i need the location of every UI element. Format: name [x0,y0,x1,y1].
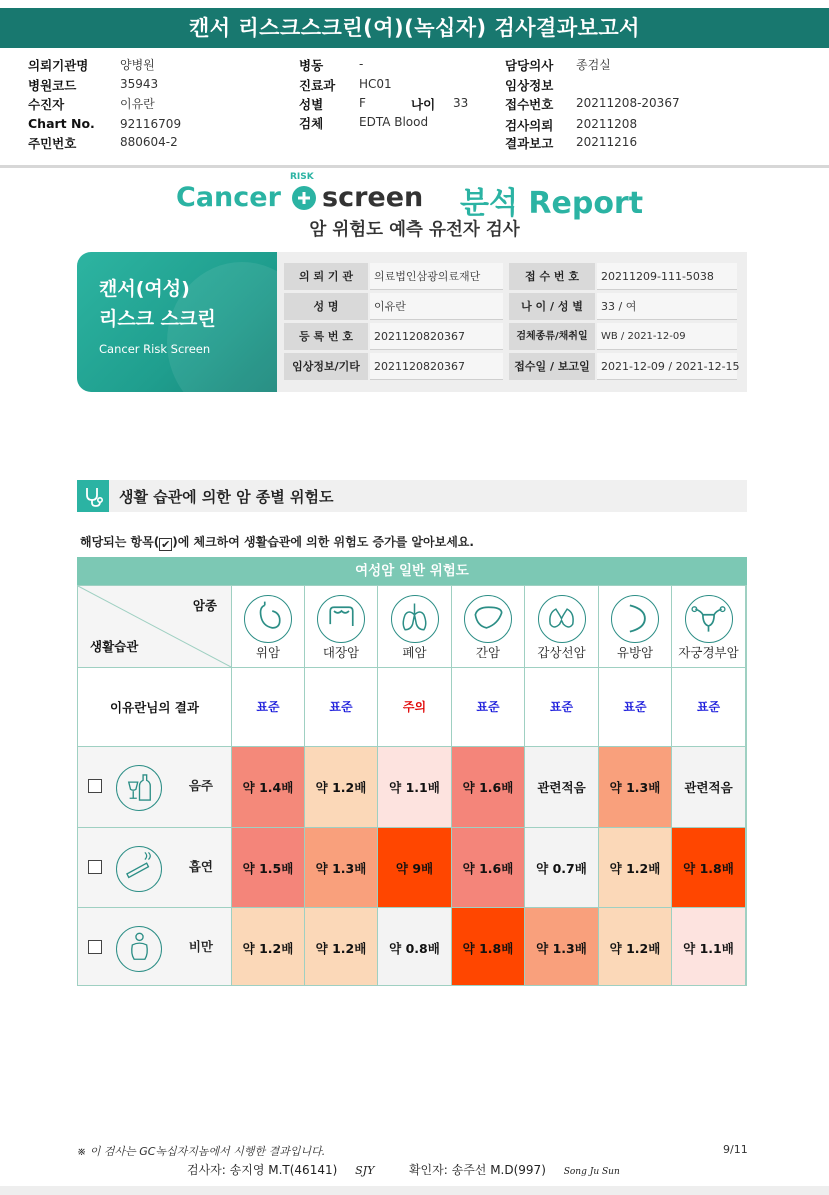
habit-checkbox[interactable] [88,860,102,874]
info-value: 2021-12-09 / 2021-12-15 [597,353,737,380]
risk-cell [232,908,305,986]
chart-no-value: 92116709 [120,117,182,131]
result-value: 표준 [256,700,280,714]
patient-label: 수진자 [28,97,65,112]
risk-value: 약 1.3배 [536,941,587,956]
instruction-text [80,533,474,551]
approver-label: 확인자: [408,1163,448,1177]
cancer-name: 자궁경부암 [678,645,739,660]
risk-table-title: 여성암 일반 위험도 [77,557,747,585]
lung-icon [391,595,439,643]
doctor-label: 담당의사 [505,58,554,73]
risk-value: 약 9배 [395,861,434,876]
footer-note: ※ 이 검사는 GC녹십자지놈에서 시행한 결과입니다. [77,1145,326,1158]
receipt-label: 접수번호 [505,97,554,112]
report-header [28,54,828,164]
result-value: 표준 [623,700,647,714]
ward-value: - [359,57,364,71]
result-cell [672,668,746,747]
risk-value: 약 1.1배 [389,780,440,795]
cancer-header-cell [305,586,378,668]
info-value: 20211209-111-5038 [597,263,737,290]
cancer-header-cell [452,586,525,668]
result-cell [232,668,305,747]
instruction-pre: 해당되는 항목( [80,535,160,549]
risk-table [77,585,747,986]
logo-risk-text: RISK [290,172,314,182]
info-label: 접 수 번 호 [509,263,595,290]
result-value: 표준 [696,700,721,714]
info-value: 2021120820367 [370,323,503,350]
risk-cell [452,908,525,986]
request-date-label: 검사의뢰 [505,118,554,133]
age-value: 33 [453,96,469,110]
risk-cell [672,747,746,828]
risk-cell [305,908,378,986]
stethoscope-icon [77,480,109,512]
uterus-icon [685,595,733,643]
risk-cell [599,908,672,986]
info-label: 성 명 [284,293,368,320]
risk-value: 약 1.6배 [462,861,514,876]
alcohol-icon [116,765,162,811]
info-value: WB / 2021-12-09 [597,323,737,350]
risk-cell [232,747,305,828]
risk-value: 약 0.8배 [389,941,440,956]
cancer-header-cell [525,586,599,668]
result-label: 이유란님의 결과 [110,700,199,715]
product-card [77,252,277,392]
risk-cell [305,828,378,908]
cancer-name: 유방암 [616,645,654,660]
obesity-icon [116,926,162,972]
result-value: 표준 [549,700,574,714]
risk-cell [378,828,452,908]
risk-value: 약 1.2배 [315,780,367,795]
risk-cell [525,908,599,986]
section-title: 생활 습관에 의한 암 종별 위험도 [119,488,334,506]
header-divider [0,165,829,168]
ward-label: 병동 [299,58,324,73]
info-value: 33 / 여 [597,293,737,320]
card-title-line2: 리스크 스크린 [99,308,216,330]
risk-cell [378,908,452,986]
habit-name: 음주 [188,778,213,793]
risk-cell [599,747,672,828]
sex-value: F [359,96,366,110]
inspector-name: 송지영 M.T(46141) [229,1163,338,1177]
habit-row-header [78,747,232,828]
report-date-value: 20211216 [576,135,638,149]
info-label: 임상정보/기타 [284,353,368,380]
risk-value: 약 1.3배 [609,780,661,795]
specimen-label: 검체 [299,116,324,131]
risk-cell [452,828,525,908]
instruction-post: )에 체크하여 생활습관에 의한 위험도 증가를 알아보세요. [172,535,474,549]
habit-checkbox[interactable] [88,940,102,954]
institution-value: 양병원 [120,58,155,72]
habit-row-header [78,908,232,986]
risk-value: 약 1.4배 [242,780,294,795]
info-value: 의료법인삼광의료재단 [370,263,503,290]
age-label: 나이 [411,97,436,112]
risk-cell [452,747,525,828]
clinical-label: 임상정보 [505,78,554,93]
risk-cell [525,828,599,908]
risk-cell [378,747,452,828]
risk-cell [672,828,746,908]
result-label-cell [78,668,232,747]
cancer-header-cell [672,586,746,668]
dept-label: 진료과 [299,78,336,93]
risk-value: 약 1.8배 [462,941,514,956]
risk-cell [305,747,378,828]
specimen-value: EDTA Blood [359,115,429,129]
approver-name: 송주선 M.D(997) [451,1163,546,1177]
receipt-value: 20211208-20367 [576,96,680,110]
approver-signature: Song Ju Sun [563,1167,620,1177]
page-number: 9/11 [723,1143,748,1156]
info-label: 나 이 / 성 별 [509,293,595,320]
habit-row-header [78,828,232,908]
info-label: 의 뢰 기 관 [284,263,368,290]
logo-mark-icon [290,184,318,212]
risk-value: 약 1.8배 [683,861,734,876]
doctor-value: 종검실 [576,58,611,72]
risk-value: 약 1.2배 [609,941,661,956]
stomach-icon [244,595,292,643]
info-label: 검체종류/채취일 [509,323,595,350]
request-date-value: 20211208 [576,117,638,131]
corner-bottom-label: 생활습관 [90,639,139,654]
cancer-header-cell [599,586,672,668]
patient-info-grid [277,252,747,392]
cancer-name: 갑상선암 [537,645,586,660]
cancer-name: 위암 [255,645,281,660]
resident-id-label: 주민번호 [28,136,77,151]
logo-report-text: 분석 Report [460,186,644,221]
risk-cell [599,828,672,908]
cancer-header-cell [232,586,305,668]
habit-name: 비만 [188,939,213,954]
colon-icon [317,595,365,643]
corner-top-label: 암종 [192,598,217,613]
info-value: 2021120820367 [370,353,503,380]
card-subtitle: Cancer Risk Screen [99,342,211,356]
breast-icon [611,595,659,643]
result-cell [525,668,599,747]
resident-id-value: 880604-2 [120,135,178,149]
risk-cell [672,908,746,986]
cancer-screen-logo [176,172,676,221]
cancer-name: 간암 [475,645,501,660]
result-value: 주의 [402,700,427,714]
risk-value: 약 0.7배 [536,861,587,876]
dept-value: HC01 [359,77,392,91]
risk-value: 약 1.1배 [683,941,734,956]
risk-value: 약 1.3배 [315,861,367,876]
risk-cell [525,747,599,828]
habit-name: 흡연 [188,859,213,874]
risk-value: 약 1.2배 [315,941,367,956]
chart-no-label: Chart No. [28,116,95,131]
cancer-name: 폐암 [402,645,427,660]
smoking-icon [116,846,162,892]
page-subtitle: 암 위험도 예측 유전자 검사 [309,220,520,240]
inspector-label: 검사자: [187,1163,226,1177]
info-label: 등 록 번 호 [284,323,368,350]
info-label: 접수일 / 보고일 [509,353,595,380]
risk-value: 관련적음 [684,780,733,795]
patient-value: 이유란 [120,97,155,111]
risk-value: 약 1.2배 [242,941,294,956]
risk-cell [232,828,305,908]
report-date-label: 결과보고 [505,136,554,151]
risk-value: 관련적음 [537,780,586,795]
result-cell [305,668,378,747]
corner-cell [78,586,232,668]
sex-label: 성별 [299,97,324,112]
risk-value: 약 1.6배 [462,780,514,795]
risk-value: 약 1.2배 [609,861,661,876]
info-value: 이유란 [370,293,503,320]
result-cell [378,668,452,747]
result-value: 표준 [329,700,353,714]
risk-value: 약 1.5배 [242,861,294,876]
institution-label: 의뢰기관명 [28,58,89,73]
cancer-header-cell [378,586,452,668]
logo-screen-text: screen [322,182,424,213]
cancer-name: 대장암 [322,645,360,660]
liver-icon [464,595,512,643]
report-title: 캔서 리스크스크린(여)(녹십자) 검사결과보고서 [0,8,829,48]
habit-checkbox[interactable] [88,779,102,793]
card-title-line1: 캔서(여성) [99,278,190,300]
logo-cancer-text: Cancer [176,182,281,213]
signature-line [187,1161,620,1178]
result-cell [599,668,672,747]
result-cell [452,668,525,747]
hospital-code-value: 35943 [120,77,159,91]
bottom-bar [0,1186,829,1195]
inspector-signature: SJY [355,1164,375,1177]
thyroid-icon [538,595,586,643]
section-header [77,480,747,512]
hospital-code-label: 병원코드 [28,78,77,93]
result-value: 표준 [476,700,500,714]
check-mark-icon: ✔ [161,538,171,551]
